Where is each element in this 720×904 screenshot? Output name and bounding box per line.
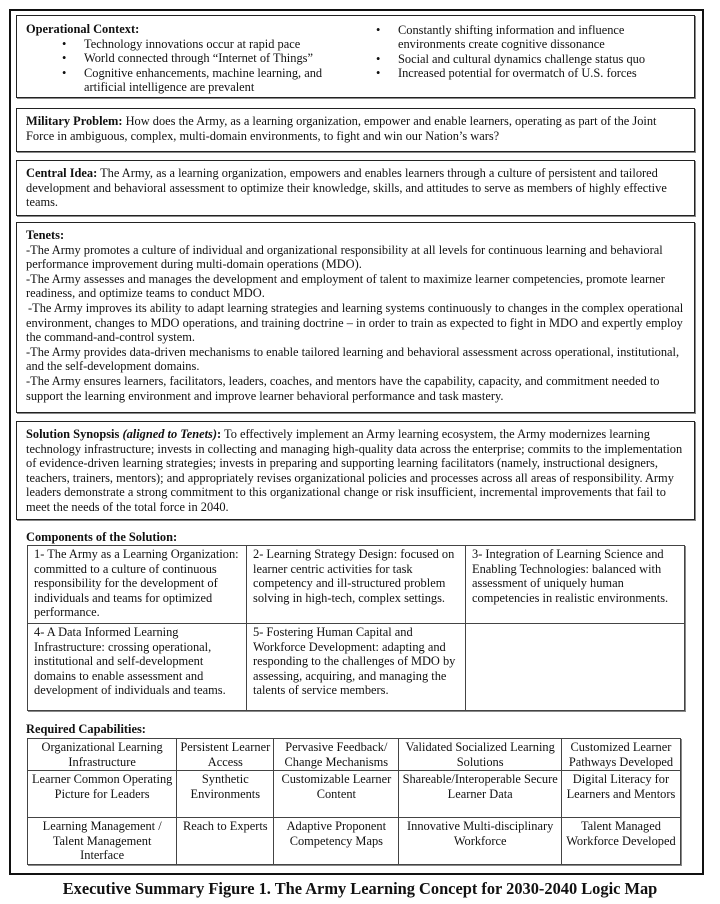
solution-synopsis-qualifier: (aligned to Tenets) — [122, 427, 217, 441]
context-bullet: • Cognitive enhancements, machine learning, and artificial intelligence are prevalent — [26, 66, 358, 95]
capabilities-row — [28, 771, 681, 818]
capability-cell: Digital Literacy for Learners and Mentors — [561, 771, 680, 818]
capability-cell: Organizational Learning Infrastructure — [28, 739, 177, 771]
capability-cell: Persistent Learner Access — [177, 739, 274, 771]
component-cell: 5- Fostering Human Capital and Workforce Development: adapting and responding to the challenges of MDO by assessing, acquiring, and managing the talents of service members. — [247, 624, 466, 711]
figure-caption: Executive Summary Figure 1. The Army Learning Concept for 2030-2040 Logic Map — [62, 879, 658, 898]
context-bullet: • Technology innovations occur at rapid pace — [26, 37, 358, 52]
central-idea-box — [16, 160, 695, 216]
military-problem-box — [16, 108, 695, 152]
capability-cell: Talent Managed Workforce Developed — [561, 818, 680, 865]
operational-context-right-list — [358, 23, 685, 81]
component-cell: 2- Learning Strategy Design: focused on learner centric activities for task competency and ill-structured problem solving in high-tech, complex settings. — [247, 546, 466, 624]
operational-context-label: Operational Context: — [26, 22, 140, 36]
tenet-item: -The Army provides data-driven mechanisms to enable tailored learning and behavioral assessment across operational, institutional, and the self-development domains. — [26, 344, 680, 374]
tenet-item: -The Army assesses and manages the development and employment of talent to maximize learner competencies, promote learner readiness, and optimize teams to conduct MDO. — [26, 271, 665, 301]
solution-synopsis-box — [16, 421, 695, 520]
capability-cell: Customizable Learner Content — [274, 771, 399, 818]
capabilities-title: Required Capabilities: — [26, 722, 146, 736]
capability-cell: Shareable/Interoperable Secure Learner Data — [399, 771, 562, 818]
component-cell: 3- Integration of Learning Science and Enabling Technologies: balanced with assessment of uniquely human competencies in realistic environments. — [466, 546, 685, 624]
components-title: Components of the Solution: — [26, 530, 178, 544]
capabilities-row — [28, 818, 681, 865]
tenets-label: Tenets: — [26, 228, 65, 242]
capability-cell: Validated Socialized Learning Solutions — [399, 739, 562, 771]
capability-cell: Learner Common Operating Picture for Leaders — [28, 771, 177, 818]
components-row — [28, 624, 685, 711]
central-idea-label: Central Idea: — [26, 166, 98, 180]
context-bullet: • Constantly shifting information and influence environments create cognitive dissonance — [358, 23, 685, 52]
capability-cell: Innovative Multi-disciplinary Workforce — [399, 818, 562, 865]
solution-synopsis-text: To effectively implement an Army learning ecosystem, the Army modernizes learning technology infrastructure; invests in collecting and managing high-quality data across the enterprise; commits to the implementation of evidence-driven learning strategies; invests in preparing and supporting learning facilitators (namely, instructional designers, teachers, trainers, mentors); and appropriately revises organizational policies and processes across all areas of responsibility. Army leaders demonstrate a strong commitment to this organizational change or risk insufficient, incremental improvements that fail to meet the needs of the total force in 2040. — [26, 427, 683, 514]
capability-cell: Customized Learner Pathways Developed — [561, 739, 680, 771]
operational-context-box — [16, 15, 695, 98]
component-cell: 4- A Data Informed Learning Infrastructure: crossing operational, institutional and self-development domains to enable assessment and development of individuals and teams. — [28, 624, 247, 711]
tenet-item: -The Army promotes a culture of individual and organizational responsibility at all levels for continuous learning and behavioral performance improvement during multi-domain operations (MDO). — [26, 242, 663, 272]
components-table — [27, 545, 685, 711]
operational-context-left-list — [26, 37, 358, 95]
components-row — [28, 546, 685, 624]
tenet-item: -The Army improves its ability to adapt learning strategies and learning systems continuously to changes in the complex operational environment, changes to MDO operations, and training doctrine – in order to train as expected to fight in MDO and expertly employ the command-and-control system. — [26, 300, 684, 345]
context-bullet: • Increased potential for overmatch of U.S. forces — [358, 66, 685, 81]
solution-synopsis-colon: : — [216, 427, 222, 441]
component-cell-empty — [466, 624, 685, 711]
military-problem-text: How does the Army, as a learning organization, empower and enable learners, operating as part of the Joint Force in ambiguous, complex, multi-domain environments, to fight and win our Nation’s wars? — [26, 114, 657, 143]
capability-cell: Reach to Experts — [177, 818, 274, 865]
solution-synopsis-label: Solution Synopsis — [26, 427, 120, 441]
component-cell: 1- The Army as a Learning Organization: committed to a culture of continuous responsibility for the development of individuals and teams for optimized performance. — [28, 546, 247, 624]
capability-cell: Adaptive Proponent Competency Maps — [274, 818, 399, 865]
military-problem-label: Military Problem: — [26, 114, 123, 128]
capabilities-row — [28, 739, 681, 771]
context-bullet: • World connected through “Internet of Things” — [26, 51, 358, 66]
capability-cell: Learning Management / Talent Management Interface — [28, 818, 177, 865]
context-bullet: • Social and cultural dynamics challenge status quo — [358, 52, 685, 67]
capability-cell: Pervasive Feedback/ Change Mechanisms — [274, 739, 399, 771]
central-idea-text: The Army, as a learning organization, empowers and enables learners through a culture of persistent and tailored development and behavioral assessment to optimize their knowledge, skills, and attitudes to serve as members of highly effective teams. — [26, 166, 667, 210]
capability-cell: Synthetic Environments — [177, 771, 274, 818]
capabilities-table — [27, 738, 681, 865]
tenets-box — [16, 222, 695, 413]
tenet-item: -The Army ensures learners, facilitators, leaders, coaches, and mentors have the capability, capacity, and commitment needed to support the learning environment and improve learner behavioral performance and task mastery. — [26, 373, 660, 403]
